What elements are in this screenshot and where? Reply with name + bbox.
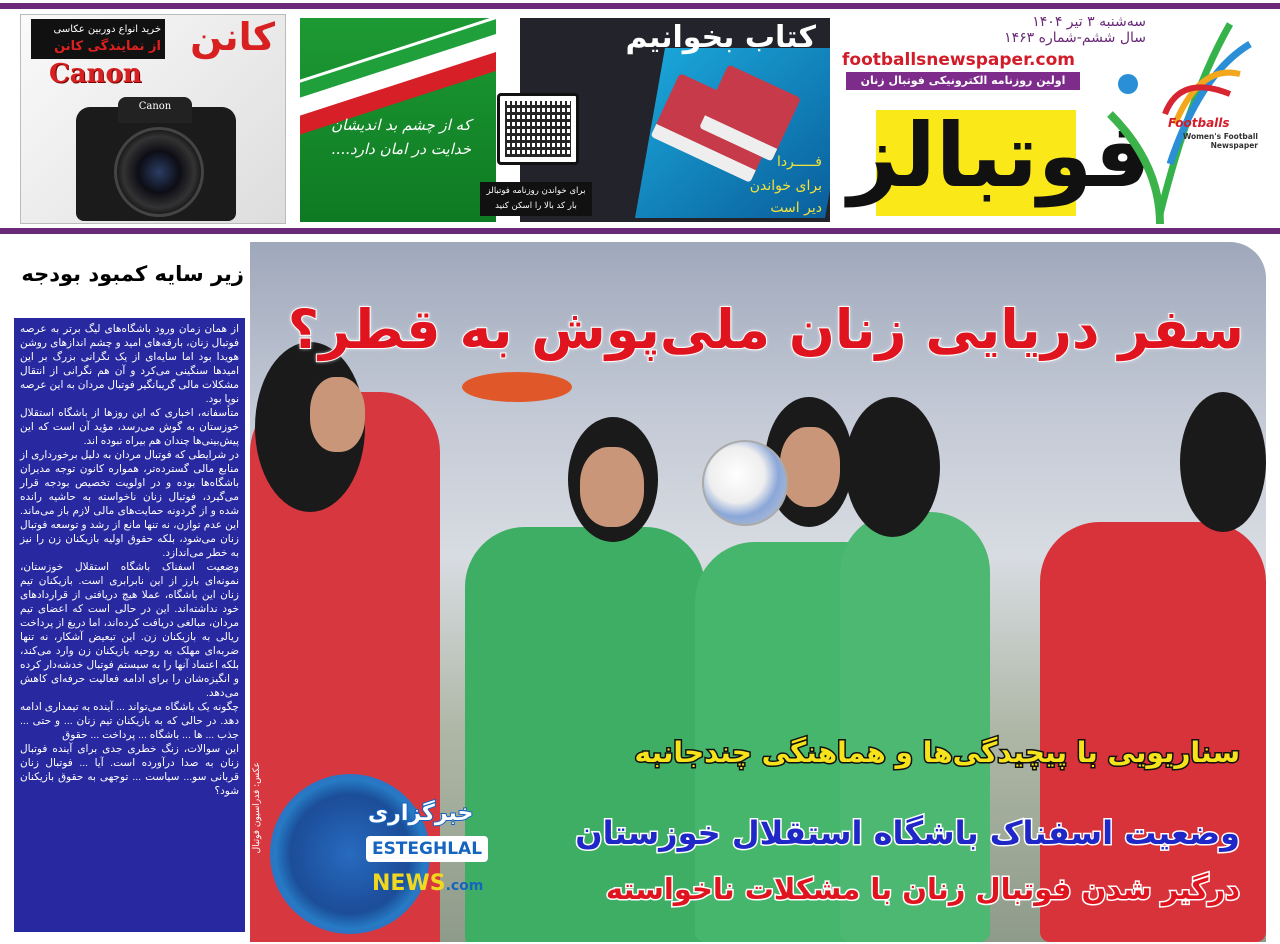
player-face bbox=[780, 427, 840, 507]
watermark-news-text: NEWS bbox=[372, 871, 446, 896]
issue-number: سال ششم-شماره ۱۴۶۳ bbox=[1004, 30, 1146, 46]
flag-poem bbox=[316, 113, 486, 161]
book-ad-line3: دیر است bbox=[770, 200, 822, 216]
camera-lens bbox=[114, 127, 204, 217]
sidebar-paragraph: چگونه یک باشگاه می‌تواند ... آینده به تیمداری ادامه دهد. در حالی که به بازیکنان تیم زنان ... و حتی ... جذب ... ها ... باشگاه ... پرداخت ... حقوق bbox=[20, 701, 239, 741]
watermark-suffix: .com bbox=[445, 878, 484, 894]
logo-subtitle: Women's Football Newspaper bbox=[1182, 132, 1258, 150]
esteghlal-news-watermark bbox=[270, 770, 490, 940]
sidebar-article bbox=[14, 318, 245, 932]
sidebar-title: زیر سایه کمبود بودجه bbox=[21, 262, 244, 286]
qr-code-pattern bbox=[505, 101, 571, 157]
watermark-news bbox=[372, 870, 483, 900]
training-cone bbox=[462, 372, 572, 402]
flag-ad bbox=[300, 18, 496, 222]
coach-face bbox=[310, 377, 365, 452]
sidebar-paragraph: از همان زمان ورود باشگاه‌های لیگ برتر به عرصه فوتبال زنان، بارقه‌های امید و چشم اندازهای روشن هویدا بود اما سایه‌ای از یک نگرانی بزرگ بر این امیدها سنگینی می‌کرد و آن هم نگرانی از انتقال مشکلات مالی گریبانگیر فوتبال مردان به این عرصه نوپا بود. bbox=[20, 323, 239, 405]
watermark-name-fa: خبرگزاری bbox=[368, 801, 474, 826]
header-divider bbox=[0, 228, 1280, 234]
qr-caption-line2: بار کد بالا را اسکن کنید bbox=[495, 201, 577, 211]
sidebar-paragraph: متأسفانه، اخباری که این روزها از باشگاه استقلال خوزستان به گوش می‌رسد، مؤید آن است که این پیش‌بینی‌ها چندان هم بیراه نبوده اند. bbox=[20, 407, 239, 447]
canon-tag-line2: از نمایندگی کانن bbox=[54, 39, 161, 54]
player-face bbox=[580, 447, 644, 527]
qr-caption-line1: برای خواندن روزنامه فوتبالز bbox=[486, 186, 586, 196]
sidebar-paragraph: این سوالات، زنگ خطری جدی برای آینده فوتبال زنان به صدا درآورده است. آیا ... فوتبال زنان قربانی سو... سیاست ... توجهی به حقوق بازیکنان شود؟ bbox=[20, 743, 239, 797]
football bbox=[702, 440, 788, 526]
qr-code[interactable] bbox=[497, 93, 579, 165]
sidebar-paragraph: در شرایطی که فوتبال مردان به دلیل برخورداری از منابع مالی گسترده‌تر، همواره کانون توجه مدیران باشگاه‌ها بوده و در اولویت تخصیص بودجه قرار می‌گیرد، فوتبال زنان ناخواسته به حاشیه رانده شده و از گردونه حمایت‌های مالی لازم باز می‌ماند. این عدم توازن، نه تنها مانع از رشد و توسعه فوتبال زنان می‌شود، بلکه حقوق اولیه بازیکنان زن را نیز به خطر می‌اندازد. bbox=[20, 449, 239, 559]
subheadline-2: وضعیت اسفناک باشگاه استقلال خوزستان bbox=[575, 814, 1240, 852]
subheadline-3: درگیر شدن فوتبال زنان با مشکلات ناخواسته bbox=[605, 872, 1240, 906]
canon-brand-fa: کانن bbox=[190, 15, 275, 59]
photo-credit: عکس: فدراسیون فوتبال bbox=[252, 762, 262, 854]
canon-ad[interactable] bbox=[20, 14, 286, 224]
player-head bbox=[845, 397, 940, 537]
canon-brand-en: Canon bbox=[49, 59, 142, 89]
poem-line2: خدایت در امان دارد.... bbox=[330, 140, 472, 158]
qr-caption bbox=[480, 182, 592, 216]
book-ad-line2: برای خواندن bbox=[749, 178, 822, 194]
staff-head bbox=[1180, 392, 1266, 532]
poem-line1: که از چشم بد اندیشان bbox=[331, 116, 471, 134]
website-link[interactable]: footballsnewspaper.com bbox=[842, 50, 1075, 70]
camera-image bbox=[76, 101, 236, 221]
book-ad-line1: فـــــردا bbox=[776, 154, 822, 170]
camera-label: Canon bbox=[118, 97, 192, 123]
book-ad-title: کتاب بخوانیم bbox=[625, 20, 816, 55]
subheadline-1: سناریویی با پیچیدگی‌ها و هماهنگی چندجانبه bbox=[634, 736, 1240, 769]
masthead-tagline: اولین روزنامه الکترونیکی فوتبال زنان ایران bbox=[846, 72, 1080, 90]
main-headline[interactable]: سفر دریایی زنان ملی‌پوش به قطر؟ bbox=[287, 298, 1244, 361]
watermark-name-en: ESTEGHLAL bbox=[366, 836, 488, 862]
top-border bbox=[0, 3, 1280, 9]
canon-tag-line1: خرید انواع دوربین عکاسی bbox=[53, 24, 161, 35]
canon-ad-tagline bbox=[31, 19, 165, 59]
sidebar-paragraph: وضعیت اسفناک باشگاه استقلال خوزستان، نمونه‌ای بارز از این نابرابری است. بازیکنان تیم زنان این باشگاه، عملا هیچ دریافتی از قراردادهای خود نداشته‌اند. این در حالی است که اعضای تیم مردان، مبالغی دریافت کرده‌اند، اما دریغ از پرداخت ریالی به بازیکنان زن. این تبعیض آشکار، نه تنها ضربه‌ای مهلک به روحیه بازیکنان زن وارد می‌کند، بلکه اعتماد آنها را به سیستم فوتبال خدشه‌دار کرده و انگیزه‌شان را برای ادامه فعالیت حرفه‌ای کاهش می‌دهد. bbox=[20, 561, 239, 699]
publication-date: سه‌شنبه ۳ تیر ۱۴۰۴ bbox=[1032, 14, 1146, 30]
logo-english: Footballs bbox=[1168, 116, 1230, 130]
logo-wordmark: فوتبالز bbox=[848, 104, 1151, 207]
